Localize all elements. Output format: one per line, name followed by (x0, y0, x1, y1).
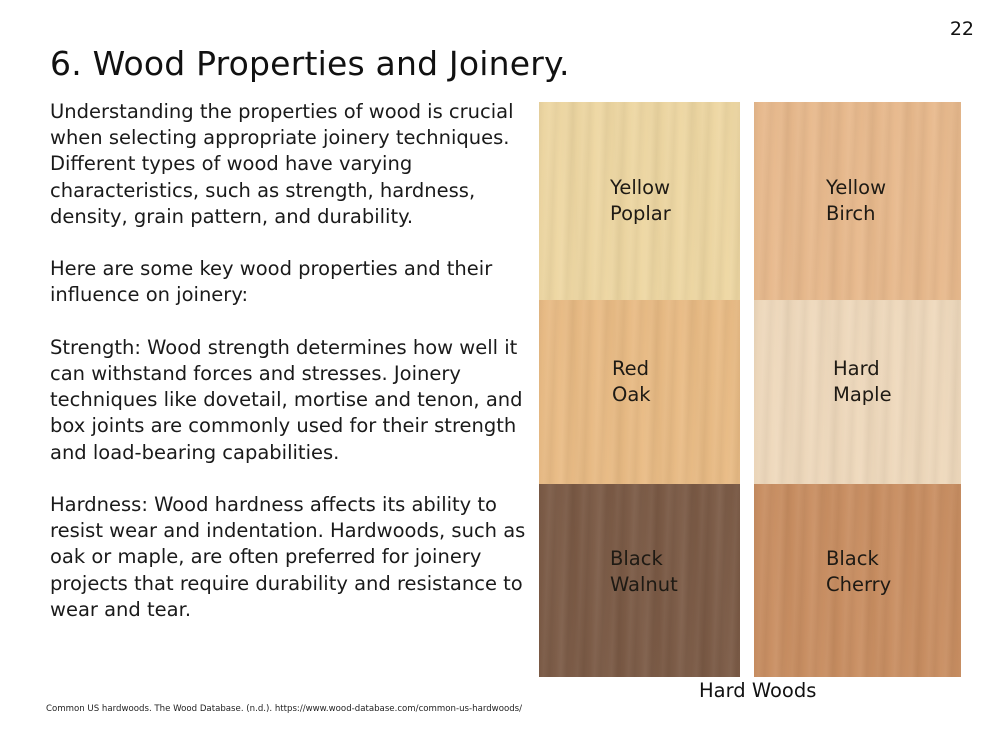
wood-label-black-walnut: Black Walnut (610, 547, 678, 596)
wood-label-hard-maple: Hard Maple (833, 357, 892, 406)
intro-paragraph: Understanding the properties of wood is crucial when selecting appropriate joinery techniques. Different types of wood have varying characteristics, such as strength, hardness, density, grain pattern, and durability. (50, 100, 514, 228)
wood-swatch-black-cherry (754, 484, 961, 677)
wood-swatch-red-oak (539, 300, 740, 484)
citation: Common US hardwoods. The Wood Database. (n.d.). https://www.wood-database.com/common-us-hardwoods/ (46, 704, 523, 714)
wood-label-black-cherry: Black Cherry (826, 547, 892, 596)
wood-label-yellow-poplar: Yellow Poplar (610, 176, 671, 225)
strength-paragraph: Strength: Wood strength determines how well it can withstand forces and stresses. Joinery techniques like dovetail, mortise and tenon, and box joints are commonly used for their strength and load-bearing capabilities. (50, 335, 523, 464)
wood-label-red-oak: Red Oak (612, 357, 651, 406)
wood-swatch-yellow-birch (754, 102, 961, 300)
body-text (50, 99, 540, 623)
page-number: 22 (949, 18, 974, 40)
page-title: 6. Wood Properties and Joinery. (50, 44, 570, 83)
hardness-paragraph: Hardness: Wood hardness affects its ability to resist wear and indentation. Hardwoods, such as oak or maple, are often preferred for joinery projects that require durability and resistance to wear and tear. (50, 493, 526, 621)
wood-swatch-black-walnut (539, 484, 740, 677)
hard-woods-caption: Hard Woods (699, 679, 817, 702)
wood-swatch-yellow-poplar (539, 102, 740, 300)
wood-swatch-hard-maple (754, 300, 961, 484)
key-properties-paragraph: Here are some key wood properties and their influence on joinery: (50, 257, 493, 307)
wood-label-yellow-birch: Yellow Birch (826, 176, 887, 225)
